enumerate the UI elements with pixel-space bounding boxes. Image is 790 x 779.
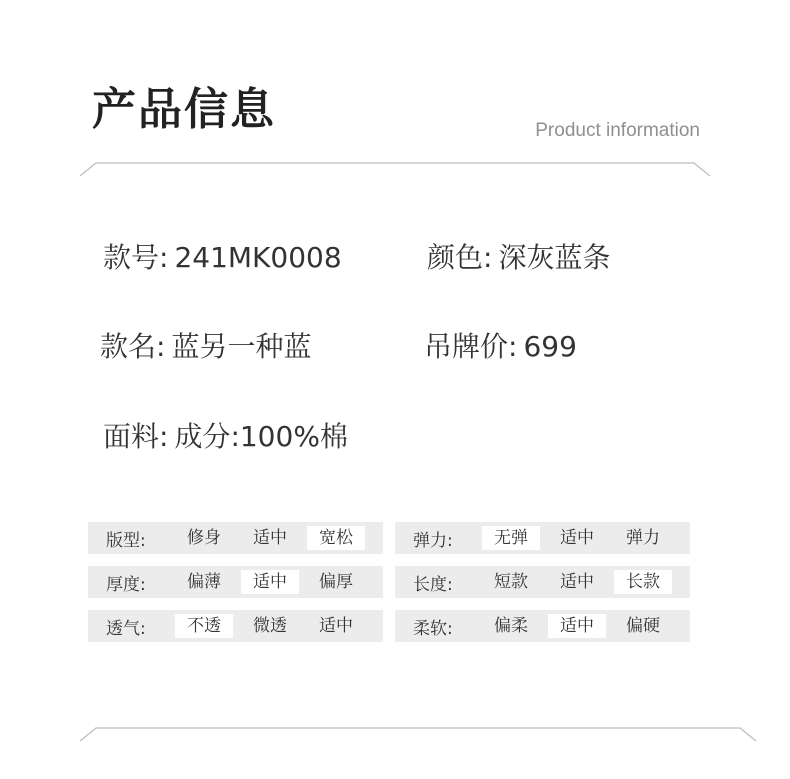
fit-option-regular: 适中: [253, 528, 287, 548]
thickness-option-thick: 偏厚: [319, 572, 353, 592]
breathability-option-none: 不透: [175, 614, 233, 638]
softness-option-soft: 偏柔: [494, 616, 528, 636]
style-name-label: 款名:: [100, 330, 166, 363]
bottom-divider: [0, 723, 790, 747]
breathability-option-medium: 适中: [319, 616, 353, 636]
attribute-table: [88, 522, 691, 654]
thickness-attribute: [88, 566, 383, 598]
color-value: 深灰蓝条: [498, 241, 611, 274]
elasticity-option-medium: 适中: [560, 528, 594, 548]
attribute-row: [88, 522, 691, 554]
elasticity-attribute: [395, 522, 690, 554]
length-option-medium: 适中: [560, 572, 594, 592]
softness-attribute: [395, 610, 690, 642]
style-name-value: 蓝另一种蓝: [171, 330, 312, 363]
page-title: 产品信息: [92, 84, 276, 135]
thickness-option-thin: 偏薄: [187, 572, 221, 592]
fabric-row: [103, 420, 348, 453]
style-name-row: [100, 330, 312, 363]
fit-option-slim: 修身: [187, 528, 221, 548]
length-option-short: 短款: [494, 572, 528, 592]
attribute-row: [88, 610, 691, 642]
softness-option-medium: 适中: [548, 614, 606, 638]
breathability-attribute: [88, 610, 383, 642]
style-number-row: [103, 241, 342, 274]
price-row: [424, 330, 577, 363]
price-value: 699: [523, 330, 577, 363]
style-number-value: 241MK0008: [174, 241, 342, 274]
color-row: [427, 241, 611, 274]
elasticity-option-stretch: 弹力: [626, 528, 660, 548]
fit-attribute: [88, 522, 383, 554]
breathability-label: 透气:: [106, 618, 146, 639]
fit-option-loose: 宽松: [307, 526, 365, 550]
length-label: 长度:: [413, 574, 453, 595]
top-divider: [0, 158, 790, 182]
page-subtitle: Product information: [535, 120, 700, 141]
breathability-option-slight: 微透: [253, 616, 287, 636]
fabric-value: 成分:100%棉: [174, 420, 348, 453]
thickness-label: 厚度:: [106, 574, 146, 595]
elasticity-label: 弹力:: [413, 530, 453, 551]
price-label: 吊牌价:: [424, 330, 518, 363]
style-number-label: 款号:: [103, 241, 169, 274]
attribute-row: [88, 566, 691, 598]
softness-option-hard: 偏硬: [626, 616, 660, 636]
elasticity-option-none: 无弹: [482, 526, 540, 550]
color-label: 颜色:: [427, 241, 493, 274]
length-attribute: [395, 566, 690, 598]
fit-label: 版型:: [106, 530, 146, 551]
softness-label: 柔软:: [413, 618, 453, 639]
thickness-option-medium: 适中: [241, 570, 299, 594]
fabric-label: 面料:: [103, 420, 169, 453]
length-option-long: 长款: [614, 570, 672, 594]
